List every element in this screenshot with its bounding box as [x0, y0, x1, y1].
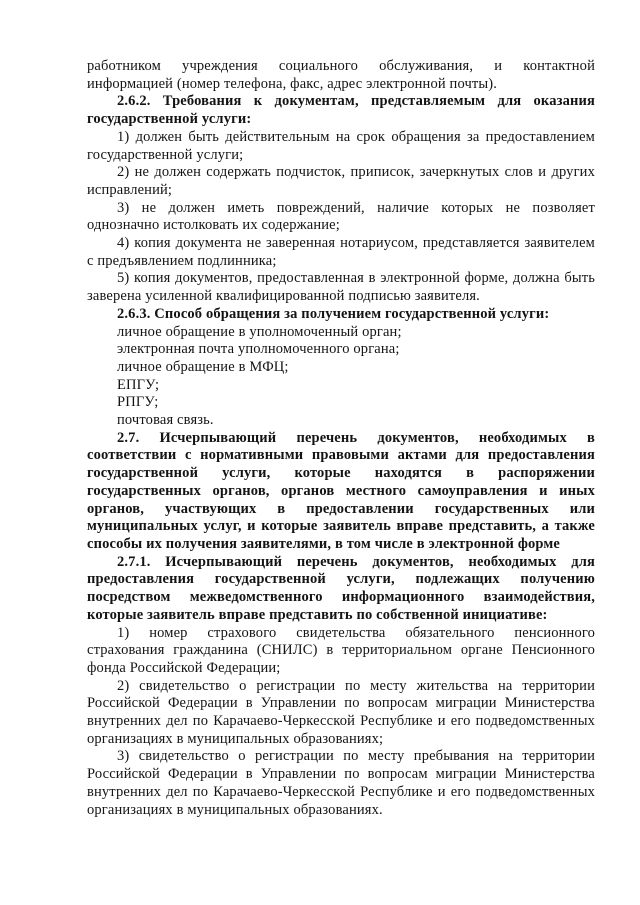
heading-2-7-1: 2.7.1. Исчерпывающий перечень документов, необходимых для предоставления государственной услуги, подлежащих получению посредством межведомственного информационного взаимодействия, которые заявитель вправе представить по собственной инициативе:	[87, 553, 595, 623]
list-item-2-6-2-5: 5) копия документов, предоставленная в электронной форме, должна быть заверена усиленной квалифицированной подписью заявителя.	[87, 270, 595, 305]
heading-2-7: 2.7. Исчерпывающий перечень документов, необходимых в соответствии с нормативными правовыми актами для предоставления государственной услуги, которые находятся в распоряжении государственных органов, органов местного самоуправления и иных органов, участвующих в предоставлении государственных или муниципальных услуг, и которые заявитель вправе представить, а также способы их получения заявителями, в том числе в электронной форме	[87, 429, 595, 552]
paragraph-contact-info: работником учреждения социального обслуживания, и контактной информацией (номер телефона, факс, адрес электронной почты).	[87, 58, 595, 92]
list-item-2-6-2-3: 3) не должен иметь повреждений, наличие которых не позволяет однозначно истолковать их содержание;	[87, 199, 595, 234]
heading-2-6-3: 2.6.3. Способ обращения за получением государственной услуги:	[117, 305, 550, 322]
method-item-mfc: личное обращение в МФЦ;	[117, 358, 289, 375]
list-item-2-6-2-2: 2) не должен содержать подчисток, приписок, зачеркнутых слов и других исправлений;	[87, 164, 595, 198]
method-item-post: почтовая связь.	[117, 412, 214, 429]
heading-2-6-2: 2.6.2. Требования к документам, представляемым для оказания государственной услуги:	[87, 93, 595, 128]
method-item-rpgu: РПГУ;	[117, 394, 159, 411]
method-item-authority: личное обращение в уполномоченный орган;	[117, 323, 402, 340]
list-item-2-6-2-4: 4) копия документа не заверенная нотариусом, представляется заявителем с предъявлением подлинника;	[87, 235, 595, 269]
list-item-2-7-1-3: 3) свидетельство о регистрации по месту пребывания на территории Российской Федерации в Управлении по вопросам миграции Министерства внутренних дел по Карачаево-Черкесской Республике и его подведомственных организациях в муниципальных образованиях.	[87, 748, 595, 818]
list-item-2-6-2-1: 1) должен быть действительным на срок обращения за предоставлением государственной услуги;	[87, 128, 595, 163]
method-item-email: электронная почта уполномоченного органа;	[117, 341, 400, 358]
method-item-epgu: ЕПГУ;	[117, 376, 160, 393]
list-item-2-7-1-1: 1) номер страхового свидетельства обязательного пенсионного страхования гражданина (СНИЛС) в территориальном органе Пенсионного фонда Российской Федерации;	[87, 624, 595, 676]
list-item-2-7-1-2: 2) свидетельство о регистрации по месту жительства на территории Российской Федерации в Управлении по вопросам миграции Министерства внутренних дел по Карачаево-Черкесской Республике и его подведомственных организациях в муниципальных образованиях;	[87, 677, 595, 747]
